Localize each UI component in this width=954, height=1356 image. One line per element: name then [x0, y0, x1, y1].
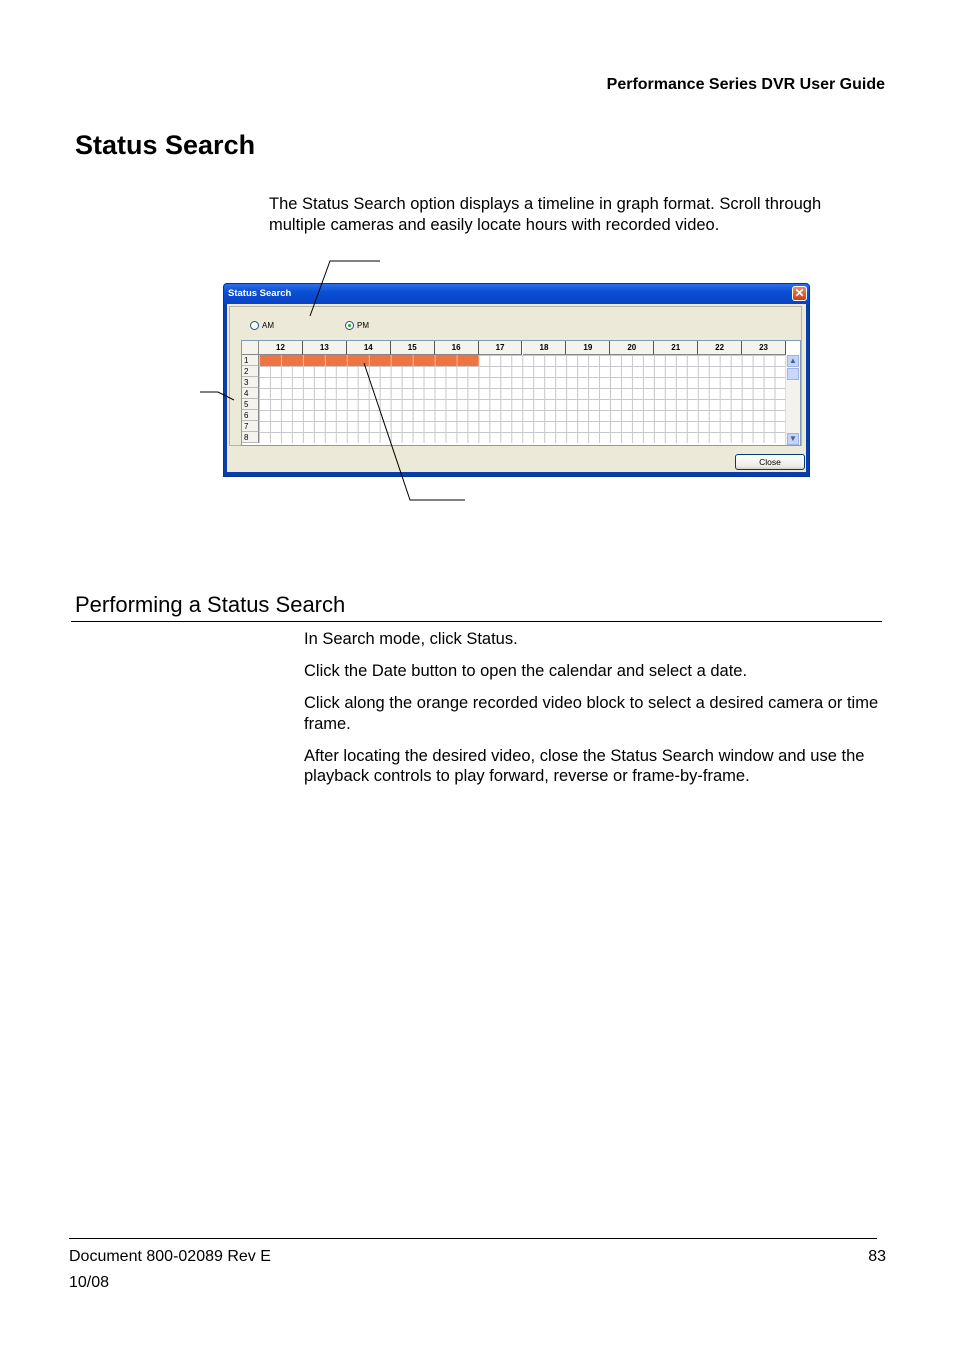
step-item: Click along the orange recorded video block to select a desired camera or time frame.: [304, 694, 879, 733]
running-header: Performance Series DVR User Guide: [606, 76, 885, 93]
hour-header: 12: [259, 341, 303, 355]
status-search-dialog: [223, 283, 810, 477]
pm-radio[interactable]: [345, 321, 354, 330]
camera-row-label[interactable]: 8: [242, 432, 259, 443]
timeline-grid[interactable]: [241, 340, 801, 446]
hour-header: 13: [303, 341, 347, 355]
footer-document-id: Document 800-02089 Rev E: [69, 1248, 271, 1265]
hour-header: 16: [435, 341, 479, 355]
page-number: 83: [868, 1248, 886, 1265]
footer-divider: [69, 1238, 877, 1239]
hour-header: 14: [347, 341, 391, 355]
steps-list: [304, 629, 884, 798]
camera-row-label[interactable]: 7: [242, 421, 259, 432]
hour-header: 17: [479, 341, 523, 355]
recorded-video-block[interactable]: [259, 355, 479, 366]
page-title: Status Search: [75, 130, 256, 160]
hour-header: 18: [523, 341, 567, 355]
scroll-thumb[interactable]: [787, 368, 799, 380]
step-item: Click the Date button to open the calendar and select a date.: [304, 662, 748, 680]
camera-row-label[interactable]: 4: [242, 388, 259, 399]
scroll-up-icon[interactable]: ▲: [787, 355, 799, 367]
camera-row-label[interactable]: 6: [242, 410, 259, 421]
camera-row-label[interactable]: 3: [242, 377, 259, 388]
vertical-scrollbar[interactable]: [785, 355, 800, 445]
pm-radio-label: PM: [357, 321, 369, 330]
camera-row-label[interactable]: 2: [242, 366, 259, 377]
footer-date: 10/08: [69, 1274, 110, 1291]
camera-row-label[interactable]: 1: [242, 355, 259, 366]
scroll-down-icon[interactable]: ▼: [787, 433, 799, 445]
am-radio-label: AM: [262, 321, 274, 330]
close-button[interactable]: Close: [735, 454, 805, 470]
hour-header: 21: [654, 341, 698, 355]
dialog-titlebar: [224, 284, 809, 304]
timeline-cells[interactable]: [259, 355, 786, 443]
hour-header: 23: [742, 341, 786, 355]
section-divider: [71, 621, 882, 622]
section-title: Performing a Status Search: [75, 592, 346, 617]
intro-paragraph: The Status Search option displays a timeline in graph format. Scroll through multiple cameras and easily locate hours with recorded video.: [269, 195, 822, 234]
dialog-client-area: [227, 304, 806, 472]
timeline-panel: [229, 306, 802, 446]
camera-row-label[interactable]: 5: [242, 399, 259, 410]
step-item: After locating the desired video, close the Status Search window and use the playback controls to play forward, reverse or frame-by-frame.: [304, 746, 865, 785]
hour-header: 20: [610, 341, 654, 355]
am-radio[interactable]: [250, 321, 259, 330]
close-icon[interactable]: ✕: [792, 286, 807, 301]
hour-header: 15: [391, 341, 435, 355]
pm-radio-selected-dot: [348, 324, 351, 327]
hour-header: 22: [698, 341, 742, 355]
hour-header: 19: [566, 341, 610, 355]
grid-corner: [242, 341, 259, 355]
dialog-title: Status Search: [228, 288, 292, 299]
step-item: In Search mode, click Status.: [304, 630, 518, 648]
